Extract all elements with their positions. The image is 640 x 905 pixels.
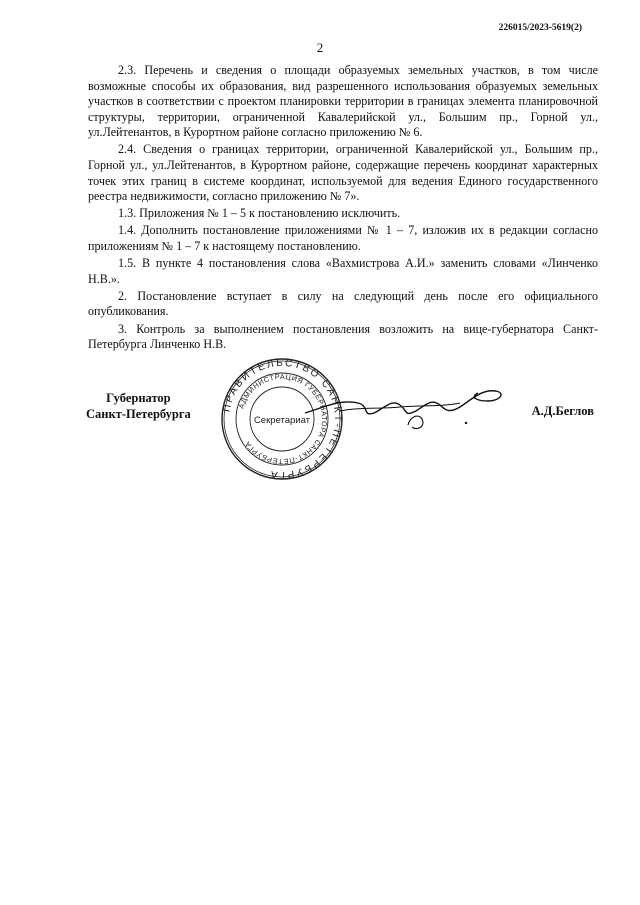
document-number: 226015/2023-5619(2)	[498, 23, 582, 33]
signatory-position	[86, 390, 191, 422]
paragraph-1-3: 1.3. Приложения № 1 – 5 к постановлению исключить.	[118, 206, 401, 221]
page-number: 2	[316, 40, 324, 55]
signatory-name: А.Д.Беглов	[531, 404, 594, 418]
svg-text:ПРАВИТЕЛЬСТВО САНКТ-ПЕТЕРБУРГА: ПРАВИТЕЛЬСТВО САНКТ-ПЕТЕРБУРГА	[221, 357, 344, 481]
paragraph-2-3: 2.3. Перечень и сведения о площади образуемых земельных участков, в том числе возможные способы их образования, вид разрешенного использования образуемых земельных участков в соответствии с проектом планировки территории в границах элемента планировочной структуры, территории, ограниченной Кавалерийской ул., Большим пр., Горной ул., ул.Лейтенантов, в Курортном районе согласно приложению № 6.	[88, 63, 598, 140]
handwritten-signature	[300, 377, 510, 437]
paragraph-2-4: 2.4. Сведения о границах территории, ограниченной Кавалерийской ул., Большим пр., Горной ул., ул.Лейтенантов, в Курортном районе, содержащие перечень координат характерных точек этих границ в системе координат, используемой для ведения Единого государственного реестра недвижимости, согласно приложению № 7».	[88, 142, 598, 204]
position-city: Санкт-Петербурга	[86, 407, 191, 421]
position-title: Губернатор	[106, 391, 171, 405]
paragraph-3: 3. Контроль за выполнением постановления возложить на вице-губернатора Санкт-Петербурга Линченко Н.В.	[88, 321, 598, 352]
svg-text:АДМИНИСТРАЦИЯ ГУБЕРНАТОРА САНК: АДМИНИСТРАЦИЯ ГУБЕРНАТОРА САНКТ-ПЕТЕРБУРГА	[236, 371, 330, 467]
document-body	[88, 63, 598, 354]
paragraph-1-4: 1.4. Дополнить постановление приложениями № 1 – 7, изложив их в редакции согласно приложениям № 1 – 7 к настоящему постановлению.	[88, 223, 598, 254]
paragraph-1-5: 1.5. В пункте 4 постановления слова «Вахмистрова А.И.» заменить словами «Линченко Н.В.».	[88, 256, 598, 286]
svg-text:Секретариат: Секретариат	[253, 415, 311, 426]
paragraph-2: 2. Постановление вступает в силу на следующий день после его официального опубликования.	[88, 288, 598, 319]
